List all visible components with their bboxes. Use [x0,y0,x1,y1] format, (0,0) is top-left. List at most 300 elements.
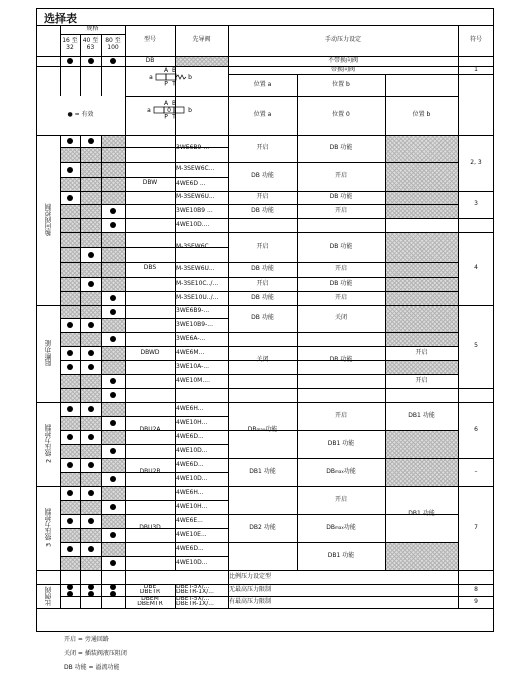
db-without-valve: 不带换向阀 [327,56,358,64]
dbmax-main: DB [326,467,335,475]
grid-line [228,514,458,515]
function-cell-11: 开启 [334,265,347,273]
grid-line [60,416,228,417]
model-dbu2a: DBU2A [139,425,161,433]
port-label: B [171,100,177,107]
function-cell-9: DB 功能 [329,242,353,250]
availability-dot [88,281,94,287]
availability-dot [67,364,73,370]
grid-line [60,458,228,459]
grid-line [175,584,176,608]
availability-dot [67,518,73,524]
spec-col-line1: 80 至 [105,37,121,45]
hatched-position-b [386,543,458,570]
grid-line [228,232,458,233]
grid-line [60,360,228,361]
function-cell-25: DB1 功能 [249,467,276,475]
pilot-valve-0: 3WE6B9-... [176,144,210,152]
dbmax-suffix: 功能 [343,467,356,475]
hatched-spec-cell [81,417,101,430]
pilot-valve-22: 4WE6H... [176,488,204,496]
hatched-position-b [386,459,458,486]
grid-line [228,542,458,543]
group-two-stage: 2 级压力控制 [44,424,53,464]
function-cell-28: DB1 功能 [408,509,435,517]
dbmax-suffix: 功能 [343,523,356,531]
availability-dot [67,167,73,173]
hatched-spec-cell [102,263,125,277]
grid-line [60,277,228,278]
hatched-spec-cell [102,459,125,472]
pilot-valve-9: M-3SE10U../... [176,293,219,301]
availability-dot [88,490,94,496]
grid-line [228,402,458,403]
port-label: P [164,80,168,86]
grid-line [60,346,228,347]
function-cell-15: 开启 [334,293,347,301]
grid-line [60,147,228,148]
grid-line [385,74,386,570]
hatched-spec-cell [81,233,101,247]
pilot-header: 先导阀 [192,36,211,44]
grid-line [228,262,458,263]
position-a-label-2: 位置 a [253,111,272,119]
function-cell-5: DB 功能 [329,193,353,201]
function-cell-24: DB1 功能 [327,439,355,447]
symbol-9: 9 [474,597,478,605]
spec-col-line2: 100 [107,44,119,51]
symbol-8: 8 [474,585,478,593]
grid-line [60,500,228,501]
function-cell-12: 开启 [256,279,269,287]
function-cell-6: DB 功能 [251,206,274,214]
hatched-spec-cell [61,148,80,162]
port-label: a [147,107,151,114]
hatched-pilot-db [176,57,228,66]
availability-dot [88,252,94,258]
port-label: b [188,107,192,114]
pilot-valve-15: 4WE10M.... [176,376,210,384]
function-cell-8: 开启 [256,242,269,250]
availability-dot [67,195,73,201]
grid-line [458,388,494,389]
pilot-valve-4: 3WE10B9 ... [176,206,213,214]
grid-line [228,360,458,361]
grid-line [228,277,458,278]
availability-dot [110,309,116,315]
function-cell-19: DB 功能 [329,355,353,363]
symbol-4: 4 [474,264,478,272]
pilot-valve-11: 3WE10B9-... [176,320,213,328]
grid-line [60,204,228,205]
grid-line [60,542,228,543]
hatched-spec-cell [61,292,80,305]
grid-line [228,346,458,347]
grid-line [60,514,228,515]
grid-line [60,135,61,608]
hatched-spec-cell [81,375,101,388]
grid-line [60,262,228,263]
function-cell-21: 开启 [415,376,428,384]
grid-line [60,486,228,487]
pilot-valve-26: 4WE6D... [176,544,204,552]
function-cell-7: 开启 [334,206,347,214]
function-cell-1: DB 功能 [329,144,353,152]
hatched-spec-cell [102,248,125,262]
hatched-spec-cell [102,543,125,556]
grid-line [60,177,228,178]
grid-line [60,528,228,529]
availability-dot [88,364,94,370]
spec-col-line1: 16 至 [62,37,78,45]
note-db: DB 功能 = 溢流功能 [64,664,120,671]
grid-line [101,34,102,96]
group-proportional: 比例阀 [44,586,53,606]
hatched-position-b [386,233,458,305]
availability-dot [110,420,116,426]
hatched-spec-cell [61,205,80,218]
grid-line [80,135,81,608]
pilot-valve-3: M-3SEW6U... [176,193,215,201]
pilot-valve-16: 4WE6H... [176,404,204,412]
availability-dot [88,406,94,412]
availability-dot [88,350,94,356]
availability-dot [110,208,116,214]
hatched-spec-cell [81,529,101,542]
grid-line [80,34,81,96]
function-cell-13: DB 功能 [329,279,353,287]
grid-line [228,458,458,459]
function-cell-4: 开启 [256,193,269,201]
grid-line [60,305,228,306]
function-cell-29: DB1 功能 [327,551,355,559]
grid-line [228,25,229,608]
availability-dot [88,546,94,552]
hatched-spec-cell [61,389,80,402]
grid-line [60,570,228,571]
symbol-7: 7 [474,523,478,531]
model-dbu3d: DBU3D [139,523,161,531]
position-b-label: 位置 b [332,80,350,88]
grid-line [60,218,228,219]
availability-dot [88,518,94,524]
hatched-spec-cell [81,219,101,232]
grid-line [60,162,228,163]
pilot-valve-8: M-3SE10C../... [176,279,219,287]
availability-dot [88,322,94,328]
group-three-stage: 3 级压力控制 [44,508,53,548]
prop-pilot-1a: DBET-5X/... [176,584,210,590]
grid-line [228,162,458,163]
grid-line [36,608,494,609]
port-label: T [172,113,176,119]
availability-dot [110,476,116,482]
pilot-valve-2: 4WE6D ... [176,179,206,187]
hatched-position-b [386,306,458,346]
hatched-spec-cell [61,375,80,388]
spec-col-header-2 [101,34,125,56]
hatched-spec-cell [102,347,125,360]
grid-line [60,444,228,445]
grid-line [228,191,458,192]
hatched-spec-cell [61,445,80,458]
dbmax-sub: max [335,524,344,530]
manual-setting-header: 手动压力设定 [324,36,361,44]
availability-dot [88,462,94,468]
grid-line [36,570,60,571]
port-label: a [149,74,153,81]
hatched-spec-cell [81,333,101,346]
grid-line [228,374,458,375]
grid-line [60,430,228,431]
pilot-valve-10: 3WE6B9-... [176,307,210,315]
availability-dot [88,434,94,440]
model-dbs: DBS [143,264,157,272]
two-position-valve-symbol [144,66,196,86]
three-position-valve-symbol [144,99,196,119]
availability-dot [110,378,116,384]
grid-line [101,135,102,608]
availability-dot [110,392,116,398]
grid-line [60,374,228,375]
availability-dot [88,584,94,590]
grid-line [60,402,228,403]
hatched-spec-cell [61,219,80,232]
grid-line [458,218,494,219]
hatched-spec-cell [81,473,101,486]
grid-line [60,291,228,292]
position-b-label-2: 位置 b [412,111,431,119]
symbol-6: 6 [474,425,478,433]
dbmax-suffix: 功能 [265,425,278,433]
hatched-spec-cell [102,163,125,177]
hatched-spec-cell [102,431,125,444]
grid-line [60,332,228,333]
function-cell-14: DB 功能 [251,293,274,301]
availability-dot [67,584,73,590]
hatched-spec-cell [81,292,101,305]
spec-col-line2: 32 [66,44,74,51]
hatched-spec-cell [102,148,125,162]
grid-line [60,191,228,192]
grid-line [458,191,494,192]
grid-line [458,402,494,403]
function-cell-18: 关闭 [256,355,269,363]
port-label: b [188,74,192,81]
hatched-spec-cell [102,233,125,247]
function-dbmax-3d [297,514,385,542]
availability-dot [67,406,73,412]
dbmax-sub: max [256,426,266,432]
pilot-valve-18: 4WE6D... [176,432,204,440]
availability-dot [67,322,73,328]
prop-model-dbe: DBE [143,584,157,590]
hatched-spec-cell [102,515,125,528]
hatched-position-b [386,431,458,458]
availability-dot [67,350,73,356]
availability-dot [110,504,116,510]
availability-dot [67,462,73,468]
prop-model-dbemtr: DBEMTR [137,601,163,607]
grid-line [60,472,228,473]
grid-line [125,25,126,608]
legend-available: ● = 有效 [67,111,94,119]
model-db: DB [145,56,155,64]
hatched-spec-cell [102,403,125,416]
page-title: 选择表 [44,12,77,25]
function-cell-27: DB2 功能 [249,523,276,531]
function-cell-0: 开启 [256,144,269,152]
grid-line [228,291,458,292]
model-dbwd: DBWD [140,349,160,357]
availability-dot [110,336,116,342]
dbmax-main: DB [326,523,335,531]
grid-line [458,232,494,233]
hatched-spec-cell [61,501,80,514]
grid-line [458,458,494,459]
spec-group-header: 规格 [86,25,99,33]
pilot-valve-5: 4WE10D.... [176,220,210,228]
hatched-spec-cell [61,178,80,191]
availability-dot [110,584,116,590]
spec-col-header-0 [60,34,80,56]
note-closed: 关闭 = 插装阀液压阻闭 [64,650,127,657]
hatched-spec-cell [102,361,125,374]
port-label: T [172,80,176,86]
grid-line [458,305,494,306]
spec-col-line1: 40 至 [82,37,99,45]
pilot-valve-24: 4WE6E... [176,516,203,524]
hatched-spec-cell [61,557,80,570]
grid-line [60,318,228,319]
hatched-spec-cell [102,278,125,291]
hatched-spec-cell [61,473,80,486]
pilot-valve-6: M-3SEW6C... [176,242,215,250]
symbol-dash: – [474,467,478,475]
pilot-valve-7: M-3SEW6U... [176,265,215,273]
function-cell-3: 开启 [334,172,347,180]
hatched-spec-cell [102,192,125,204]
function-cell-26: 开启 [334,495,347,503]
symbol-5: 5 [474,342,478,350]
symbol-2-3: 2, 3 [470,158,482,166]
group-closed: 阻断功能 [44,340,53,367]
port-label: B [171,67,177,74]
grid-line [36,305,60,306]
grid-line [60,388,228,389]
availability-dot [110,58,116,64]
with-valve-label: 带换向阀 [330,66,355,73]
function-cell-17: 关闭 [334,314,347,322]
prop-pilot-2a: DBET-5X/... [176,596,210,602]
grid-line [175,25,176,570]
availability-dot [110,222,116,228]
grid-line [228,204,458,205]
pilot-valve-21: 4WE10D... [176,474,208,482]
grid-line [458,25,459,608]
hatched-spec-cell [81,178,101,191]
proportional-header: 比例压力设定型 [229,572,272,580]
availability-dot [67,490,73,496]
hatched-spec-cell [81,501,101,514]
function-cell-10: DB 功能 [251,265,274,273]
symbol-3: 3 [474,200,478,208]
group-directional: 换向阀控制 [44,203,53,237]
hatched-spec-cell [81,389,101,402]
hatched-spec-cell [81,445,101,458]
hatched-spec-cell [61,306,80,318]
hatched-spec-cell [81,263,101,277]
function-cell-20: 开启 [415,348,428,356]
pilot-valve-25: 4WE10E... [176,530,207,538]
prop-pilot-1b: DBETR-1X/... [176,589,214,595]
hatched-spec-cell [61,248,80,262]
grid-line [60,25,61,96]
hatched-spec-cell [61,263,80,277]
availability-dot [110,560,116,566]
model-header: 型号 [143,36,156,44]
prop-no-max: 无最高压力限制 [229,585,272,593]
hatched-position-b [386,361,458,374]
prop-pilot-2b: DBETR-1X/... [176,601,214,607]
dbmax-main: DB [247,425,257,433]
availability-dot [88,138,94,144]
grid-line [297,96,298,570]
grid-line [36,486,60,487]
grid-line [228,486,458,487]
port-label: A [163,100,169,107]
hatched-spec-cell [102,136,125,147]
spec-col-header-1 [80,34,101,56]
prop-model-dbetr: DBETR [139,589,161,595]
function-dbmax-2b [297,458,385,486]
availability-dot [110,448,116,454]
note-open: 开启 = 旁通回路 [64,636,109,643]
grid-line [36,402,60,403]
pilot-valve-13: 4WE6M... [176,348,205,356]
hatched-spec-cell [61,333,80,346]
hatched-spec-cell [61,529,80,542]
grid-line [458,486,494,487]
hatched-spec-cell [61,278,80,291]
grid-line [228,388,458,389]
availability-dot [67,434,73,440]
pilot-valve-27: 4WE10D... [176,558,208,566]
availability-dot [67,58,73,64]
function-cell-22: 开启 [334,411,347,419]
hatched-spec-cell [81,192,101,204]
grid-line [458,570,494,571]
availability-dot [110,532,116,538]
pilot-valve-23: 4WE10H... [176,502,208,510]
position-a-label: 位置 a [253,80,272,88]
grid-line [228,305,458,306]
hatched-spec-cell [81,306,101,318]
function-cell-2: DB 功能 [251,172,274,180]
grid-line [297,74,298,96]
prop-with-max: 有最高压力限制 [229,597,272,605]
pilot-valve-12: 3WE6A-... [176,334,206,342]
hatched-position-b [386,136,458,218]
grid-line [60,556,228,557]
hatched-spec-cell [102,319,125,332]
hatched-spec-cell [81,557,101,570]
hatched-spec-cell [81,205,101,218]
pilot-valve-17: 4WE10H... [176,418,208,426]
symbol-header: 符号 [469,36,482,44]
availability-dot [88,58,94,64]
grid-line [60,232,228,233]
